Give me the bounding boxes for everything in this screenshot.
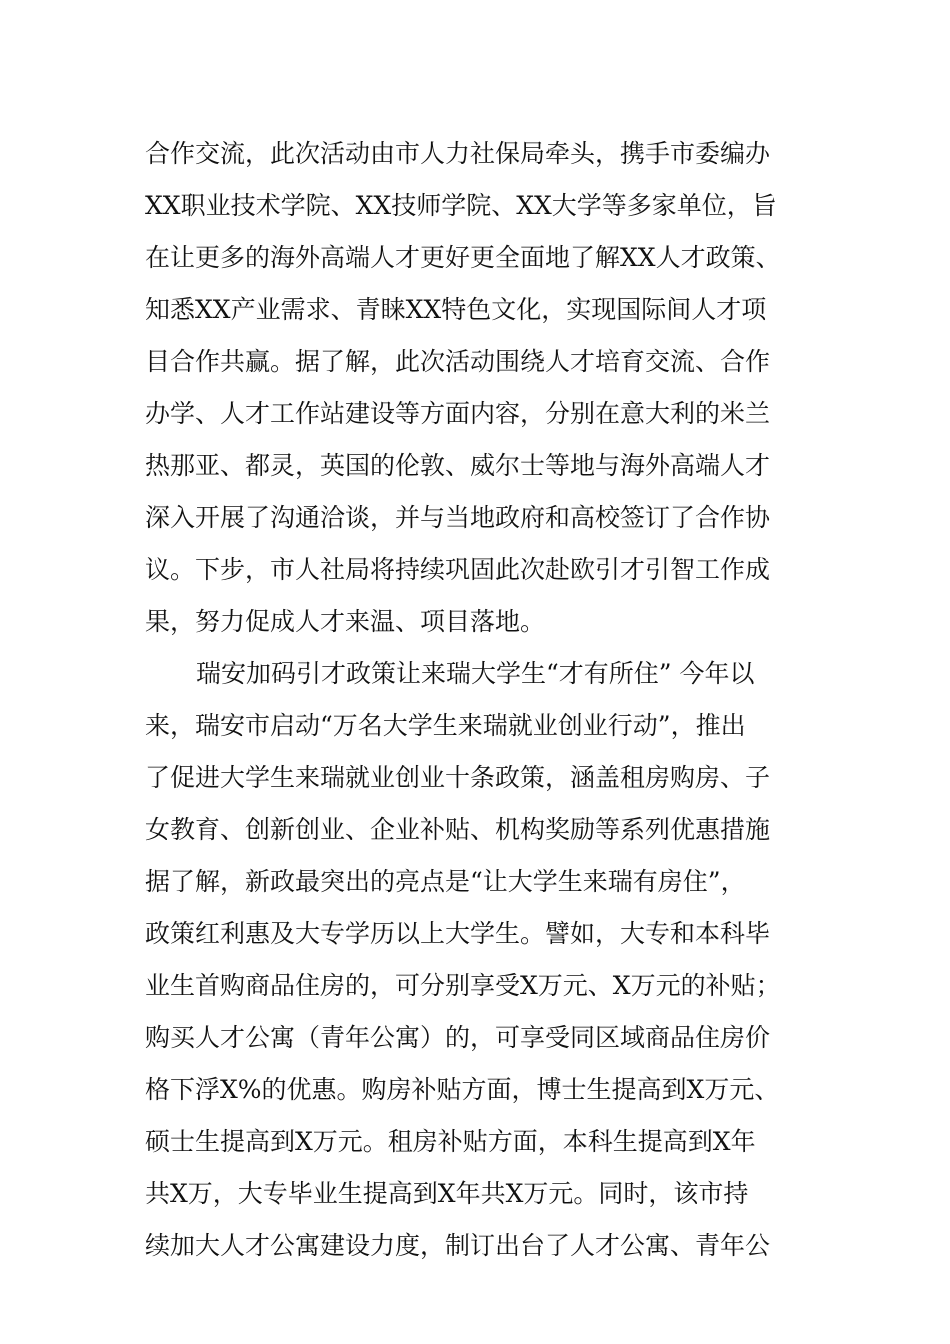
text-line: 议。下步，市人社局将持续巩固此次赴欧引才引智工作成 bbox=[145, 555, 771, 584]
text-line: 目合作共赢。据了解，此次活动围绕人才培育交流、合作 bbox=[145, 347, 771, 376]
text-line: 政策红利惠及大专学历以上大学生。譬如，大专和本科毕 bbox=[145, 919, 771, 948]
text-line: 果，努力促成人才来温、项目落地。 bbox=[145, 607, 546, 636]
text-line: 据了解，新政最突出的亮点是“让大学生来瑞有房住”， bbox=[145, 867, 746, 896]
text-line: 购买人才公寓（青年公寓）的，可享受同区域商品住房价 bbox=[145, 1023, 771, 1052]
text-line: 来，瑞安市启动“万名大学生来瑞就业创业行动”，推出 bbox=[145, 711, 746, 740]
text-line: 办学、人才工作站建设等方面内容，分别在意大利的米兰 bbox=[145, 399, 771, 428]
text-line: 共X万，大专毕业生提高到X年共X万元。同时，该市持 bbox=[145, 1179, 749, 1208]
text-line: 热那亚、都灵，英国的伦敦、威尔士等地与海外高端人才 bbox=[145, 451, 771, 480]
text-line: 深入开展了沟通洽谈，并与当地政府和高校签订了合作协 bbox=[145, 503, 771, 532]
text-line: 知悉XX产业需求、青睐XX特色文化，实现国际间人才项 bbox=[145, 295, 767, 324]
text-line: 业生首购商品住房的，可分别享受X万元、X万元的补贴； bbox=[145, 971, 781, 1000]
text-line: 女教育、创新创业、企业补贴、机构奖励等系列优惠措施 bbox=[145, 815, 771, 844]
text-line: 硕士生提高到X万元。租房补贴方面，本科生提高到X年 bbox=[145, 1127, 756, 1156]
text-line: 了促进大学生来瑞就业创业十条政策，涵盖租房购房、子 bbox=[145, 763, 771, 792]
text-line: XX职业技术学院、XX技师学院、XX大学等多家单位，旨 bbox=[145, 191, 777, 220]
text-line: 续加大人才公寓建设力度，制订出台了人才公寓、青年公 bbox=[145, 1231, 771, 1260]
text-line: 在让更多的海外高端人才更好更全面地了解XX人才政策、 bbox=[145, 243, 781, 272]
paragraph-start-line: 瑞安加码引才政策让来瑞大学生“才有所住” 今年以 bbox=[196, 659, 755, 688]
document-body bbox=[145, 128, 825, 1272]
text-line: 合作交流，此次活动由市人力社保局牵头，携手市委编办 bbox=[145, 139, 771, 168]
text-line: 格下浮X%的优惠。购房补贴方面，博士生提高到X万元、 bbox=[145, 1075, 780, 1104]
